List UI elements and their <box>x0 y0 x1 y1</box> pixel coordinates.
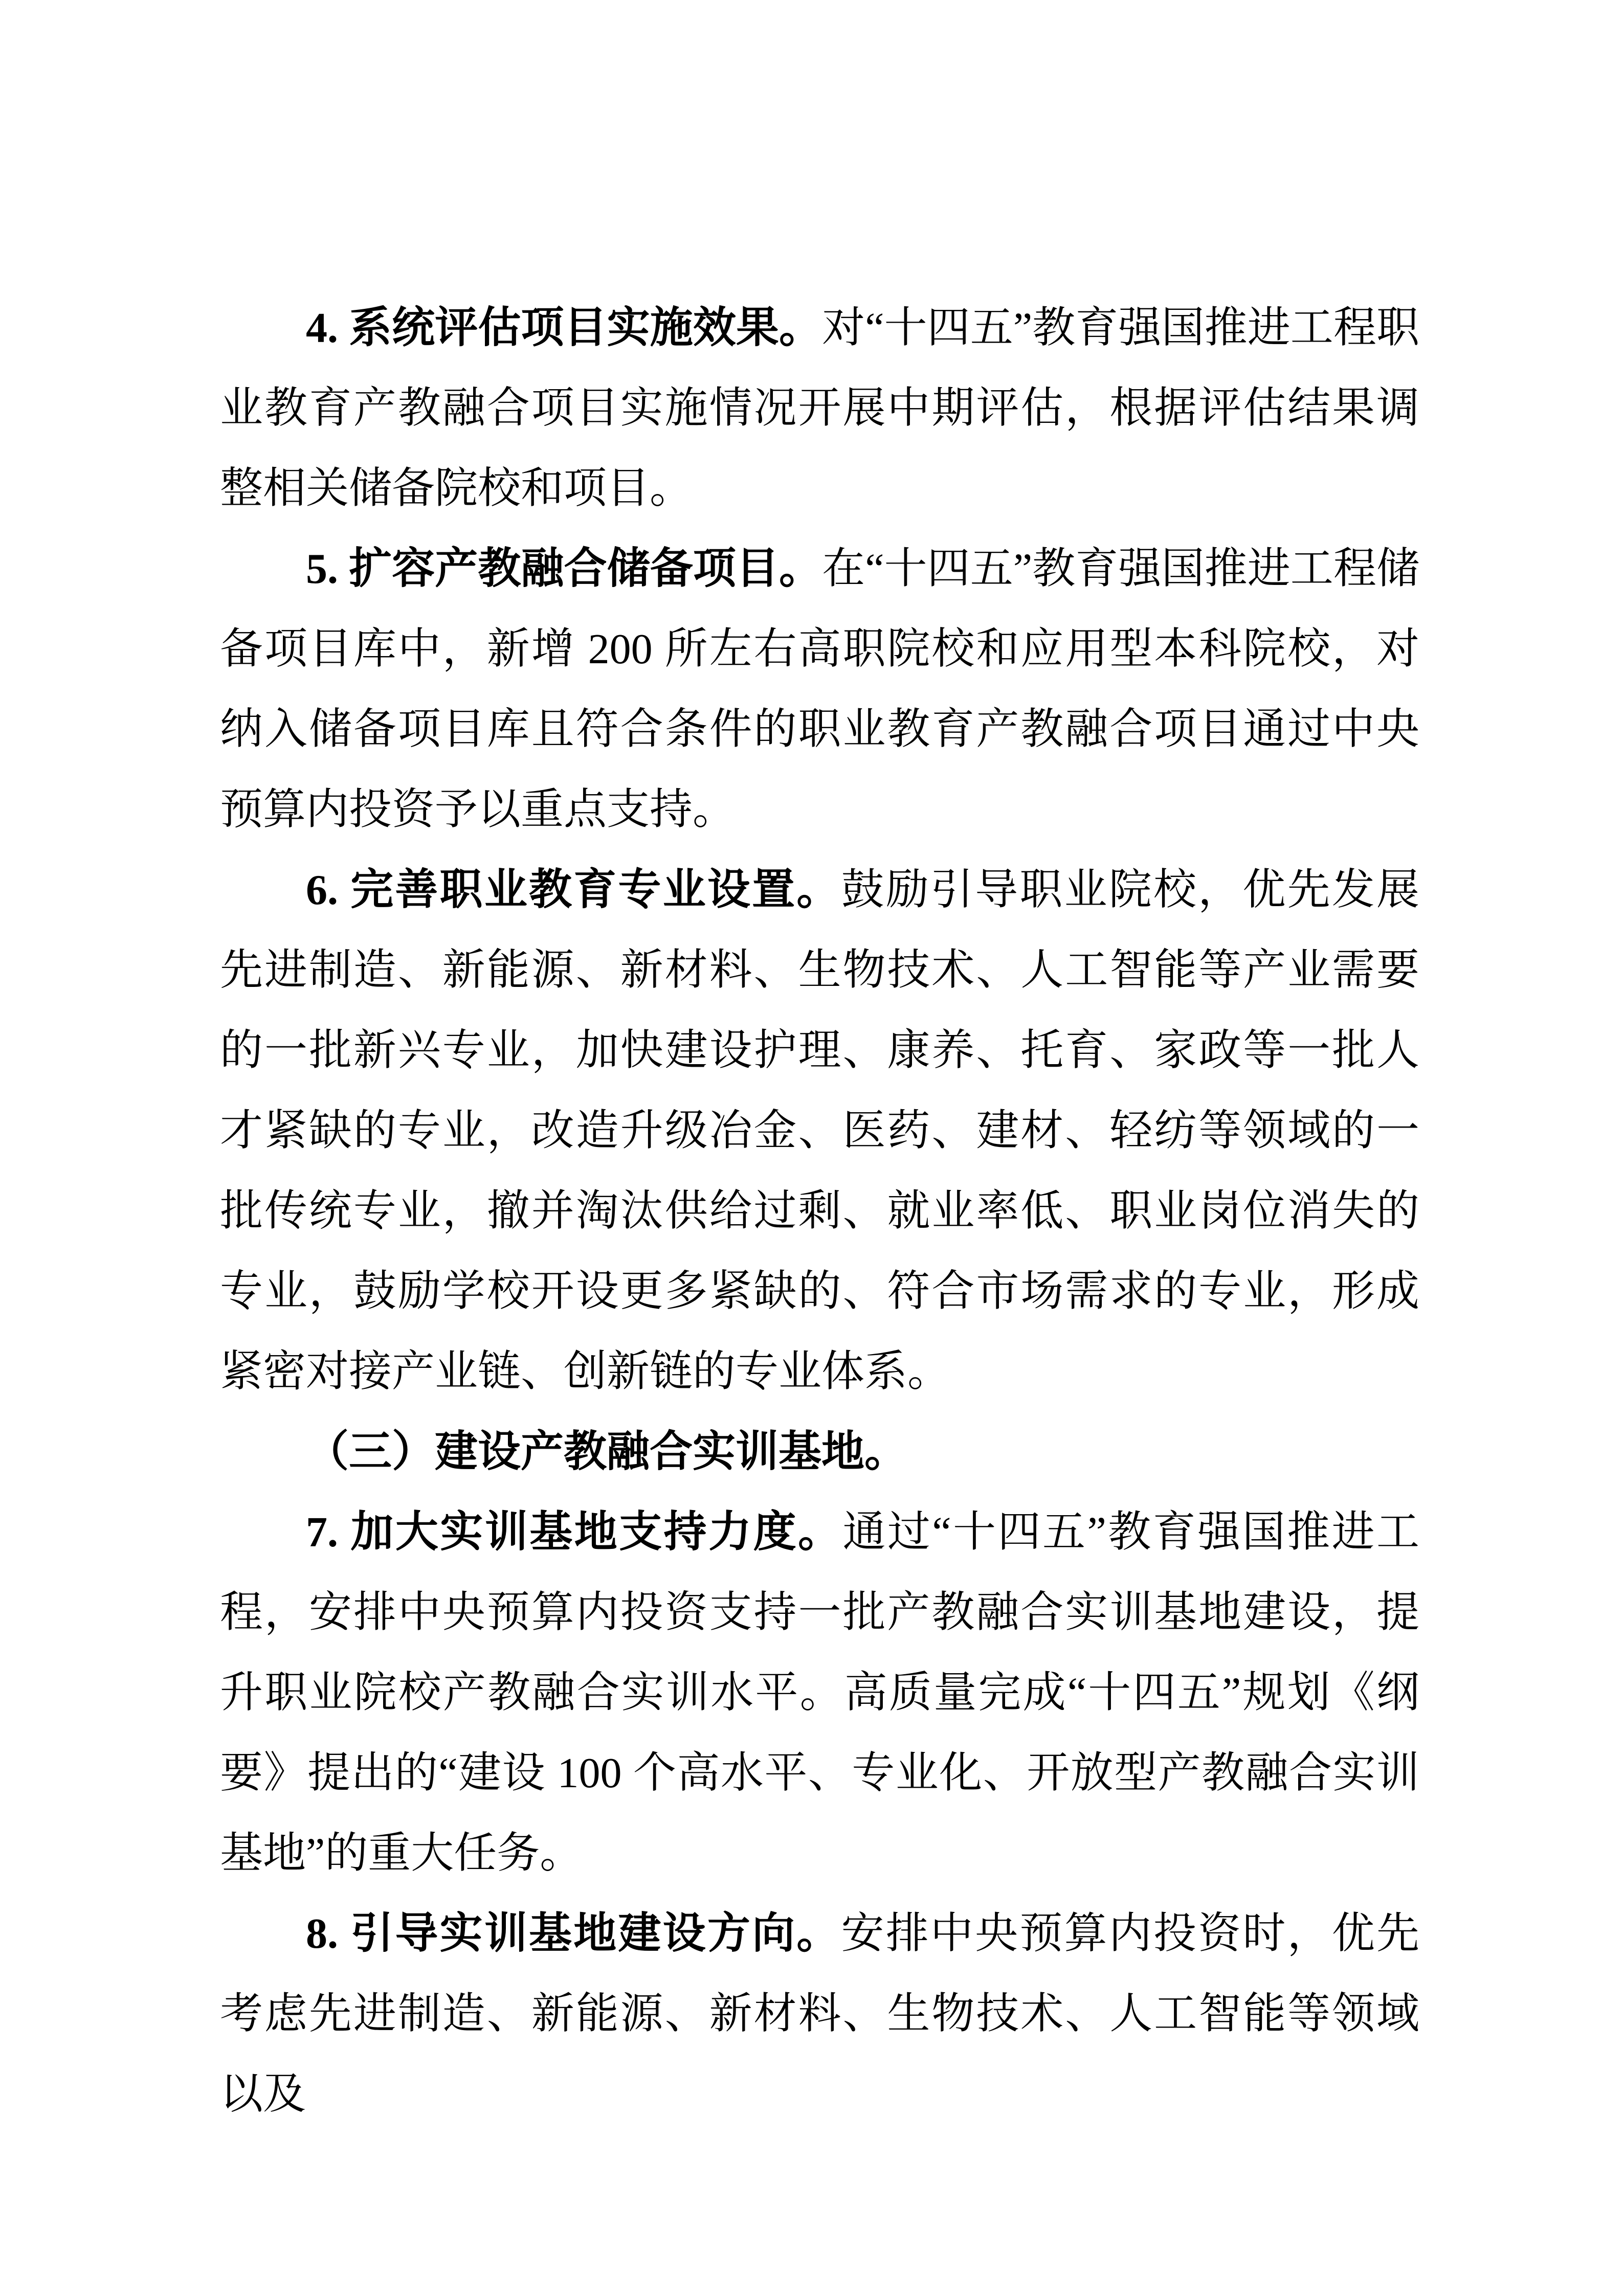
item-4-heading: 4. 系统评估项目实施效果。 <box>306 304 822 352</box>
item-8-heading: 8. 引导实训基地建设方向。 <box>306 1910 841 1957</box>
section-heading-3 <box>220 1412 1419 1492</box>
item-5-body: 在“十四五”教育强国推进工程储备项目库中，新增 200 所左右高职院校和应用型本科院校，对纳入储备项目库且符合条件的职业教育产教融合项目通过中央预算内投资予以重点支持。 <box>220 545 1419 834</box>
item-5-heading: 5. 扩容产教融合储备项目。 <box>306 545 822 593</box>
paragraph-item-4 <box>220 288 1419 529</box>
paragraph-item-5 <box>220 529 1419 850</box>
item-6-body: 鼓励引导职业院校，优先发展先进制造、新能源、新材料、生物技术、人工智能等产业需要的一批新兴专业，加快建设护理、康养、托育、家政等一批人才紧缺的专业，改造升级冶金、医药、建材、轻纺等领域的一批传统专业，撤并淘汰供给过剩、就业率低、职业岗位消失的专业，鼓励学校开设更多紧缺的、符合市场需求的专业，形成紧密对接产业链、创新链的专业体系。 <box>220 866 1419 1395</box>
paragraph-item-8 <box>220 1894 1419 2134</box>
section-3-title: （三）建设产教融合实训基地。 <box>306 1428 908 1476</box>
paragraph-item-6 <box>220 850 1419 1412</box>
item-4-body: 对“十四五”教育强国推进工程职业教育产教融合项目实施情况开展中期评估，根据评估结果调整相关储备院校和项目。 <box>220 304 1419 512</box>
item-6-heading: 6. 完善职业教育专业设置。 <box>306 866 841 914</box>
item-8-body: 安排中央预算内投资时，优先考虑先进制造、新能源、新材料、生物技术、人工智能等领域以及 <box>220 1910 1419 2118</box>
item-7-body: 通过“十四五”教育强国推进工程，安排中央预算内投资支持一批产教融合实训基地建设，提升职业院校产教融合实训水平。高质量完成“十四五”规划《纲要》提出的“建设 100 个高水平、专业化、开放型产教融合实训基地”的重大任务。 <box>220 1509 1419 1877</box>
item-7-heading: 7. 加大实训基地支持力度。 <box>306 1509 843 1556</box>
paragraph-item-7 <box>220 1492 1419 1894</box>
